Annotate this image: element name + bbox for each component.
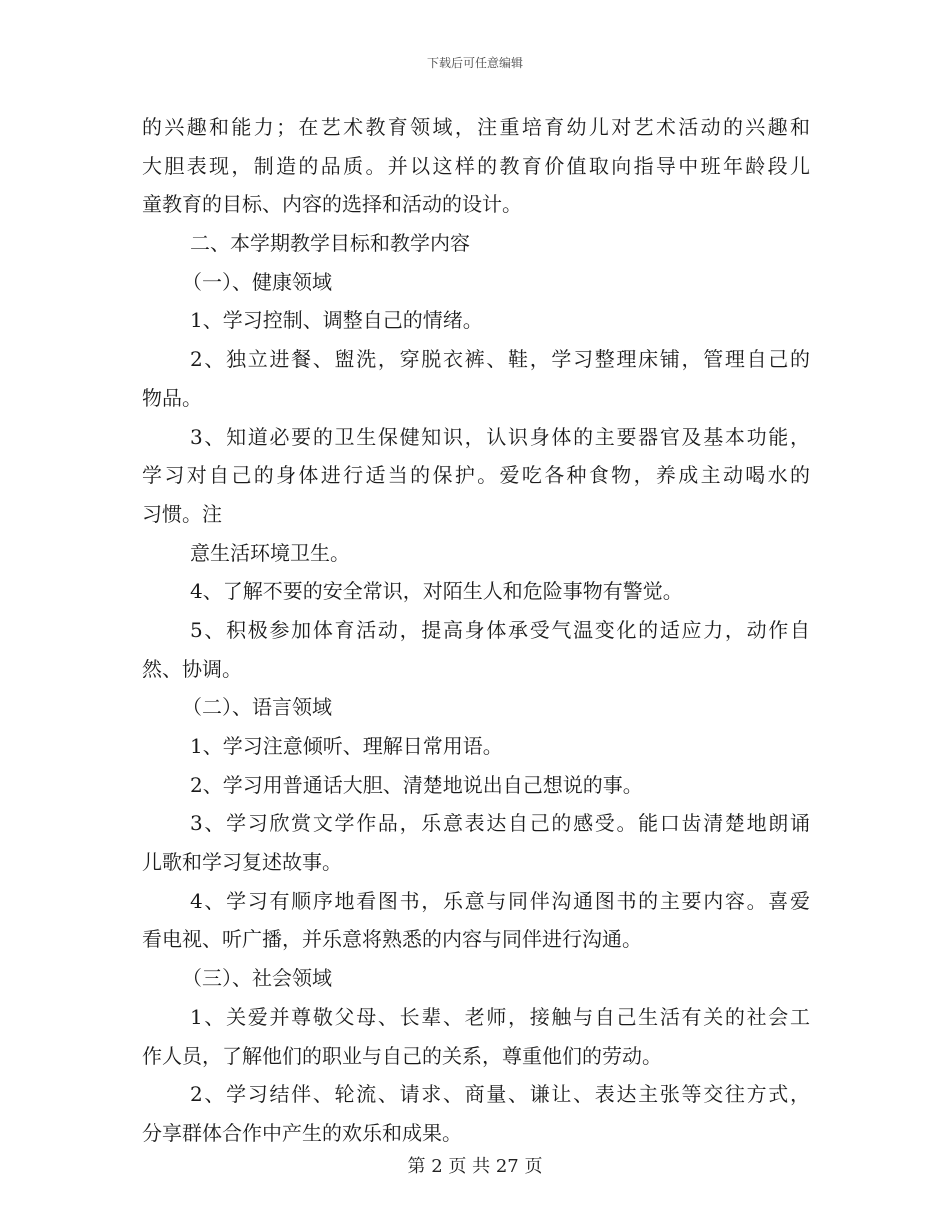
text-line: 意生活环境卫生。 (190, 540, 350, 565)
text-line: 的兴趣和能力；在艺术教育领域，注重培育幼儿对艺术活动的兴趣和 (142, 115, 810, 139)
section-heading: 二、本学期教学目标和教学内容 (190, 231, 470, 256)
list-item: 4、了解不要的安全常识，对陌生人和危险事物有警觉。 (190, 579, 683, 604)
text-line: 儿歌和学习复述故事。 (142, 850, 342, 875)
list-item: 2、学习结伴、轮流、请求、商量、谦让、表达主张等交往方式， (190, 1082, 810, 1107)
text-line: 学习对自己的身体进行适当的保护。爱吃各种食物，养成主动喝水的 (142, 463, 810, 488)
text-line: 物品。 (142, 385, 202, 410)
subsection-heading: （三）、社会领域 (182, 966, 332, 991)
page-header: 下载后可任意编辑 (426, 56, 523, 70)
text-line: 童教育的目标、内容的选择和活动的设计。 (142, 192, 522, 217)
text-line: 看电视、听广播，并乐意将熟悉的内容与同伴进行沟通。 (142, 927, 642, 952)
text-line: 大胆表现，制造的品质。并以这样的教育价值取向指导中班年龄段儿 (142, 153, 810, 178)
text-line: 分享群体合作中产生的欢乐和成果。 (142, 1120, 462, 1145)
list-item: 3、学习欣赏文学作品，乐意表达自己的感受。能口齿清楚地朗诵 (190, 811, 810, 836)
list-item: 1、关爱并尊敬父母、长辈、老师，接触与自己生活有关的社会工 (190, 1004, 810, 1029)
list-item: 5、积极参加体育活动，提高身体承受气温变化的适应力，动作自 (190, 617, 810, 642)
document-body (142, 108, 810, 1153)
page-footer: 第 2 页 共 27 页 (407, 1156, 543, 1177)
list-item: 1、学习注意倾听、理解日常用语。 (190, 734, 503, 758)
list-item: 2、学习用普通话大胆、清楚地说出自己想说的事。 (190, 772, 643, 797)
subsection-heading: （一）、健康领域 (182, 269, 332, 294)
list-item: 4、学习有顺序地看图书，乐意与同伴沟通图书的主要内容。喜爱 (190, 888, 810, 913)
list-item: 3、知道必要的卫生保健知识，认识身体的主要器官及基本功能， (190, 424, 810, 449)
list-item: 1、学习控制、调整自己的情绪。 (190, 308, 483, 333)
text-line: 作人员，了解他们的职业与自己的关系，尊重他们的劳动。 (142, 1043, 662, 1068)
text-line: 然、协调。 (142, 656, 242, 681)
text-line: 习惯。注 (142, 501, 222, 526)
list-item: 2、独立进餐、盥洗，穿脱衣裤、鞋，学习整理床铺，管理自己的 (190, 347, 810, 372)
subsection-heading: （二）、语言领域 (182, 695, 332, 720)
